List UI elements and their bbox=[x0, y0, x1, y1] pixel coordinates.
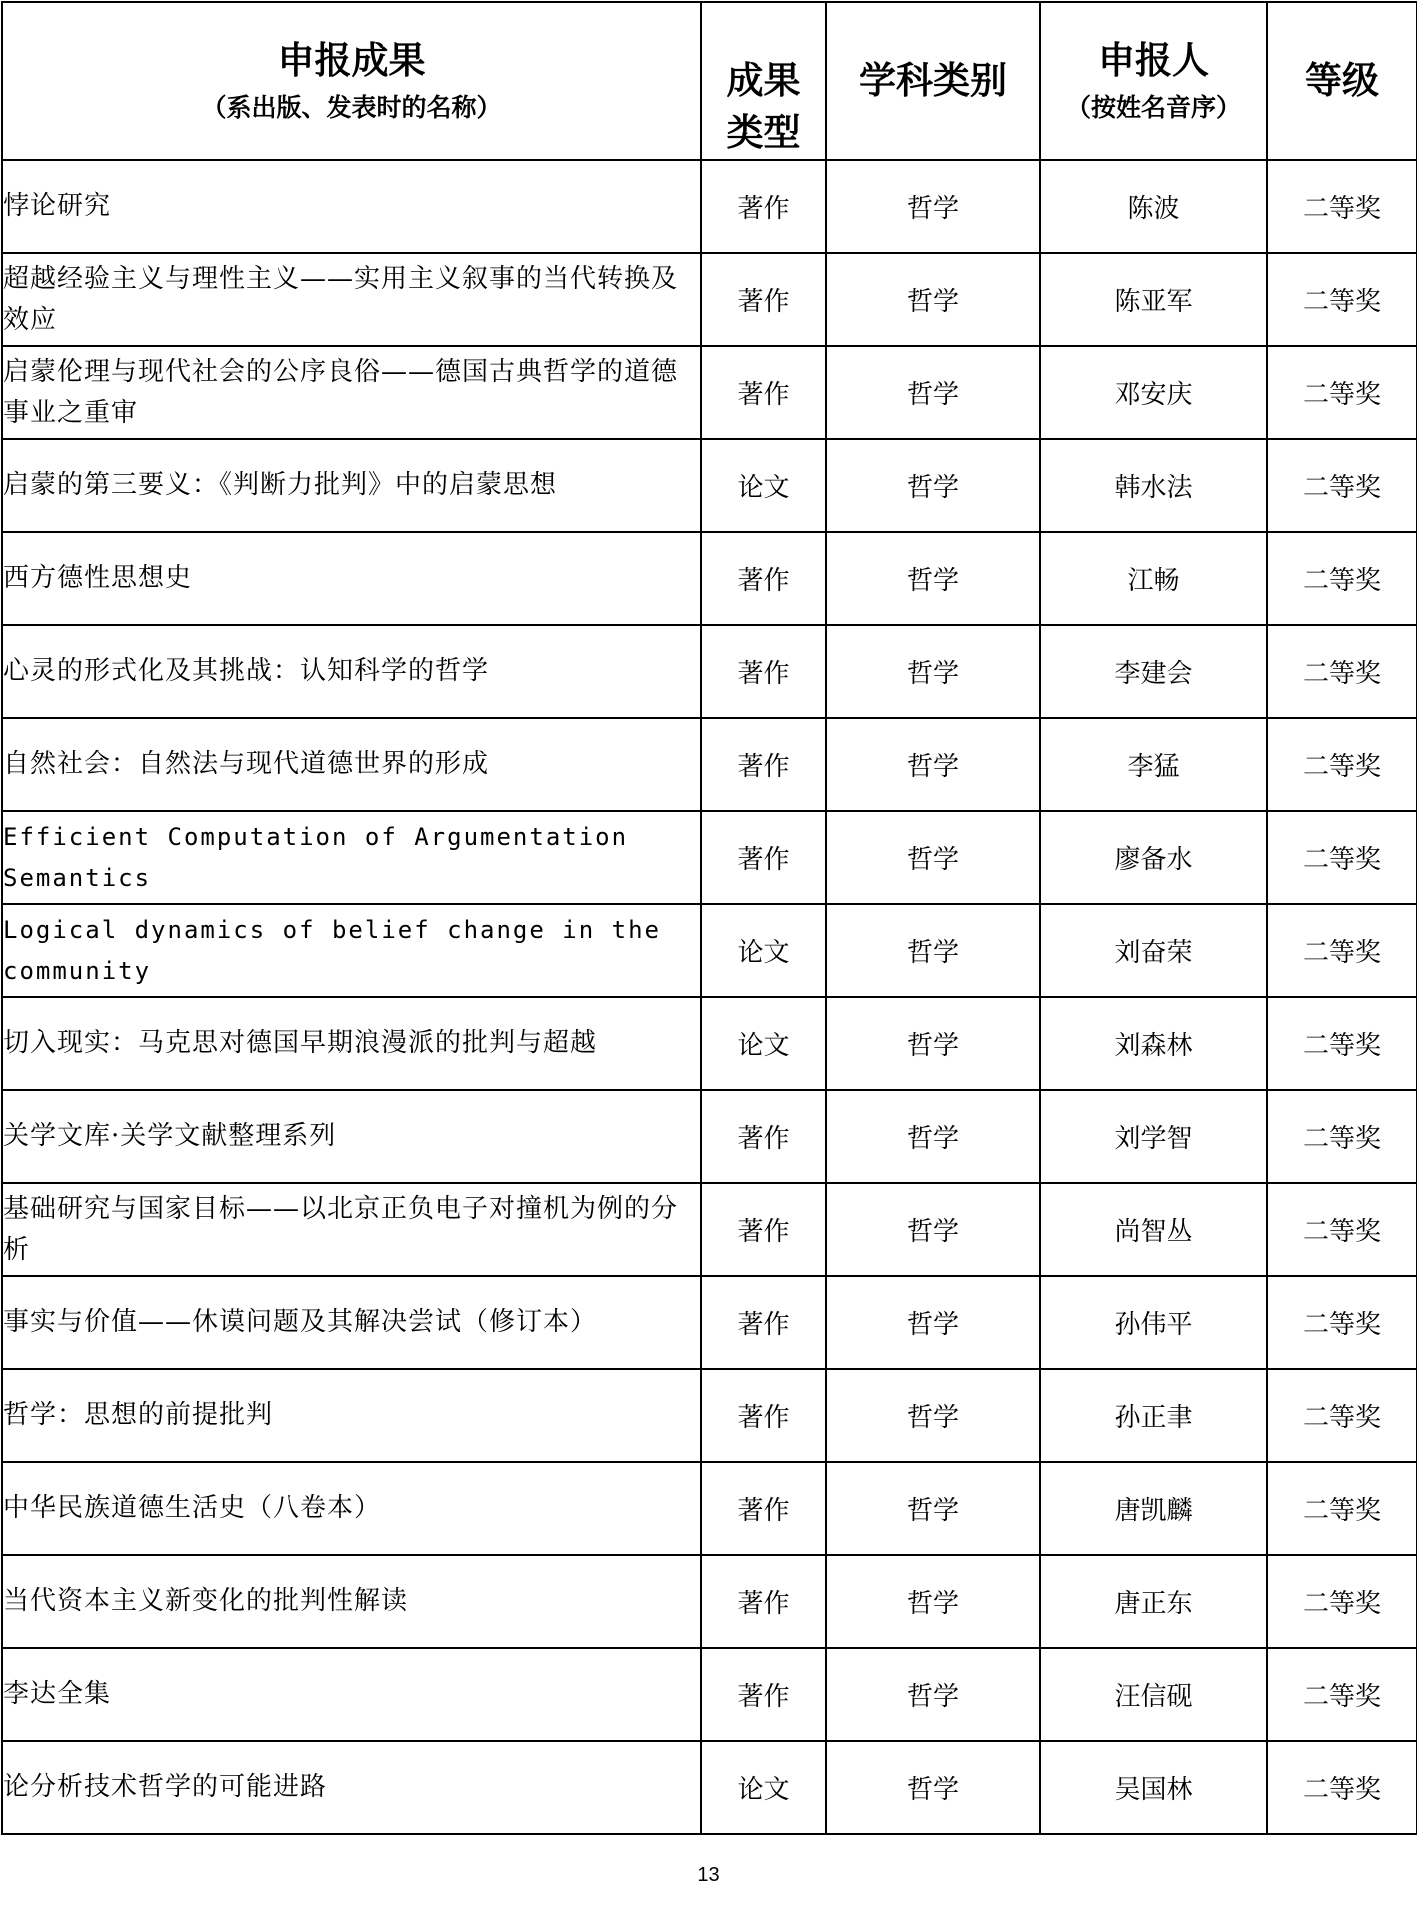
achievement-title-cell: 悖论研究 bbox=[2, 160, 701, 253]
achievement-title-cell: 论分析技术哲学的可能进路 bbox=[2, 1741, 701, 1834]
table-row bbox=[2, 532, 1417, 625]
discipline-cell: 哲学 bbox=[826, 997, 1040, 1090]
table-row bbox=[2, 1741, 1417, 1834]
grade-cell: 二等奖 bbox=[1267, 904, 1417, 997]
applicant-cell: 陈亚军 bbox=[1040, 253, 1267, 346]
achievement-title-cell: 中华民族道德生活史（八卷本） bbox=[2, 1462, 701, 1555]
applicant-cell: 吴国林 bbox=[1040, 1741, 1267, 1834]
grade-cell: 二等奖 bbox=[1267, 1276, 1417, 1369]
table-row bbox=[2, 718, 1417, 811]
achievement-type-cell: 著作 bbox=[701, 625, 826, 718]
achievement-type-cell: 著作 bbox=[701, 532, 826, 625]
header-row bbox=[2, 2, 1417, 160]
grade-cell: 二等奖 bbox=[1267, 1369, 1417, 1462]
grade-cell: 二等奖 bbox=[1267, 532, 1417, 625]
achievement-title-cell: 基础研究与国家目标——以北京正负电子对撞机为例的分析 bbox=[2, 1183, 701, 1276]
grade-cell: 二等奖 bbox=[1267, 811, 1417, 904]
header-applicant-title: 申报人 bbox=[1098, 39, 1209, 82]
header-applicant bbox=[1040, 2, 1267, 160]
table-row bbox=[2, 904, 1417, 997]
applicant-cell: 汪信砚 bbox=[1040, 1648, 1267, 1741]
table-row bbox=[2, 1369, 1417, 1462]
achievement-type-cell: 论文 bbox=[701, 997, 826, 1090]
grade-cell: 二等奖 bbox=[1267, 1462, 1417, 1555]
discipline-cell: 哲学 bbox=[826, 1183, 1040, 1276]
achievement-type-cell: 著作 bbox=[701, 346, 826, 439]
discipline-cell: 哲学 bbox=[826, 718, 1040, 811]
table-row bbox=[2, 1555, 1417, 1648]
table-row bbox=[2, 1276, 1417, 1369]
table-row bbox=[2, 253, 1417, 346]
achievement-type-cell: 著作 bbox=[701, 1276, 826, 1369]
grade-cell: 二等奖 bbox=[1267, 625, 1417, 718]
grade-cell: 二等奖 bbox=[1267, 997, 1417, 1090]
table-body bbox=[2, 160, 1417, 1834]
achievement-type-cell: 著作 bbox=[701, 1462, 826, 1555]
achievement-type-cell: 著作 bbox=[701, 811, 826, 904]
applicant-cell: 尚智丛 bbox=[1040, 1183, 1267, 1276]
grade-cell: 二等奖 bbox=[1267, 1648, 1417, 1741]
achievement-title-cell: 超越经验主义与理性主义——实用主义叙事的当代转换及效应 bbox=[2, 253, 701, 346]
table-row bbox=[2, 346, 1417, 439]
applicant-cell: 刘森林 bbox=[1040, 997, 1267, 1090]
discipline-cell: 哲学 bbox=[826, 253, 1040, 346]
applicant-cell: 陈波 bbox=[1040, 160, 1267, 253]
header-grade bbox=[1267, 2, 1417, 160]
table-row bbox=[2, 1648, 1417, 1741]
achievement-title-cell: 西方德性思想史 bbox=[2, 532, 701, 625]
applicant-cell: 韩水法 bbox=[1040, 439, 1267, 532]
header-discipline bbox=[826, 2, 1040, 160]
page-number: 13 bbox=[697, 1864, 720, 1886]
discipline-cell: 哲学 bbox=[826, 346, 1040, 439]
achievement-title-cell: 自然社会：自然法与现代道德世界的形成 bbox=[2, 718, 701, 811]
awards-table bbox=[1, 1, 1417, 1835]
achievement-type-cell: 著作 bbox=[701, 1090, 826, 1183]
header-discipline-label: 学科类别 bbox=[859, 59, 1007, 102]
grade-cell: 二等奖 bbox=[1267, 439, 1417, 532]
grade-cell: 二等奖 bbox=[1267, 160, 1417, 253]
achievement-title-cell: 当代资本主义新变化的批判性解读 bbox=[2, 1555, 701, 1648]
discipline-cell: 哲学 bbox=[826, 904, 1040, 997]
discipline-cell: 哲学 bbox=[826, 1369, 1040, 1462]
discipline-cell: 哲学 bbox=[826, 1462, 1040, 1555]
applicant-cell: 李猛 bbox=[1040, 718, 1267, 811]
table-row bbox=[2, 997, 1417, 1090]
discipline-cell: 哲学 bbox=[826, 625, 1040, 718]
achievement-title-cell: 心灵的形式化及其挑战：认知科学的哲学 bbox=[2, 625, 701, 718]
discipline-cell: 哲学 bbox=[826, 811, 1040, 904]
header-type-label: 成果 类型 bbox=[726, 59, 801, 154]
achievement-title-cell: 启蒙的第三要义：《判断力批判》中的启蒙思想 bbox=[2, 439, 701, 532]
achievement-type-cell: 著作 bbox=[701, 1555, 826, 1648]
discipline-cell: 哲学 bbox=[826, 532, 1040, 625]
table-row bbox=[2, 439, 1417, 532]
applicant-cell: 刘学智 bbox=[1040, 1090, 1267, 1183]
achievement-type-cell: 著作 bbox=[701, 718, 826, 811]
achievement-type-cell: 著作 bbox=[701, 253, 826, 346]
table-row bbox=[2, 625, 1417, 718]
header-type bbox=[701, 2, 826, 160]
grade-cell: 二等奖 bbox=[1267, 253, 1417, 346]
header-grade-label: 等级 bbox=[1305, 59, 1379, 102]
table-row bbox=[2, 160, 1417, 253]
achievement-title-cell: Logical dynamics of belief change in the community bbox=[2, 904, 701, 997]
table-row bbox=[2, 811, 1417, 904]
applicant-cell: 李建会 bbox=[1040, 625, 1267, 718]
header-achievement-subtitle: （系出版、发表时的名称） bbox=[201, 93, 502, 122]
grade-cell: 二等奖 bbox=[1267, 718, 1417, 811]
discipline-cell: 哲学 bbox=[826, 439, 1040, 532]
applicant-cell: 孙正聿 bbox=[1040, 1369, 1267, 1462]
discipline-cell: 哲学 bbox=[826, 160, 1040, 253]
grade-cell: 二等奖 bbox=[1267, 1741, 1417, 1834]
achievement-title-cell: 哲学：思想的前提批判 bbox=[2, 1369, 701, 1462]
achievement-type-cell: 著作 bbox=[701, 1648, 826, 1741]
achievement-title-cell: 事实与价值——休谟问题及其解决尝试（修订本） bbox=[2, 1276, 701, 1369]
achievement-type-cell: 论文 bbox=[701, 1741, 826, 1834]
header-applicant-subtitle: （按姓名音序） bbox=[1065, 93, 1241, 122]
achievement-title-cell: 关学文库·关学文献整理系列 bbox=[2, 1090, 701, 1183]
achievement-type-cell: 著作 bbox=[701, 1369, 826, 1462]
table-row bbox=[2, 1462, 1417, 1555]
table-row bbox=[2, 1090, 1417, 1183]
applicant-cell: 孙伟平 bbox=[1040, 1276, 1267, 1369]
grade-cell: 二等奖 bbox=[1267, 1183, 1417, 1276]
header-achievement bbox=[2, 2, 701, 160]
achievement-title-cell: 启蒙伦理与现代社会的公序良俗——德国古典哲学的道德事业之重审 bbox=[2, 346, 701, 439]
discipline-cell: 哲学 bbox=[826, 1555, 1040, 1648]
achievement-type-cell: 论文 bbox=[701, 439, 826, 532]
header-achievement-title: 申报成果 bbox=[277, 39, 426, 82]
discipline-cell: 哲学 bbox=[826, 1090, 1040, 1183]
achievement-type-cell: 论文 bbox=[701, 904, 826, 997]
achievement-title-cell: Efficient Computation of Argumentation Semantics bbox=[2, 811, 701, 904]
grade-cell: 二等奖 bbox=[1267, 1090, 1417, 1183]
achievement-title-cell: 切入现实：马克思对德国早期浪漫派的批判与超越 bbox=[2, 997, 701, 1090]
discipline-cell: 哲学 bbox=[826, 1276, 1040, 1369]
achievement-type-cell: 著作 bbox=[701, 160, 826, 253]
applicant-cell: 邓安庆 bbox=[1040, 346, 1267, 439]
achievement-type-cell: 著作 bbox=[701, 1183, 826, 1276]
grade-cell: 二等奖 bbox=[1267, 1555, 1417, 1648]
achievement-title-cell: 李达全集 bbox=[2, 1648, 701, 1741]
applicant-cell: 唐凯麟 bbox=[1040, 1462, 1267, 1555]
applicant-cell: 唐正东 bbox=[1040, 1555, 1267, 1648]
table-row bbox=[2, 1183, 1417, 1276]
applicant-cell: 刘奋荣 bbox=[1040, 904, 1267, 997]
discipline-cell: 哲学 bbox=[826, 1648, 1040, 1741]
applicant-cell: 廖备水 bbox=[1040, 811, 1267, 904]
applicant-cell: 江畅 bbox=[1040, 532, 1267, 625]
discipline-cell: 哲学 bbox=[826, 1741, 1040, 1834]
grade-cell: 二等奖 bbox=[1267, 346, 1417, 439]
